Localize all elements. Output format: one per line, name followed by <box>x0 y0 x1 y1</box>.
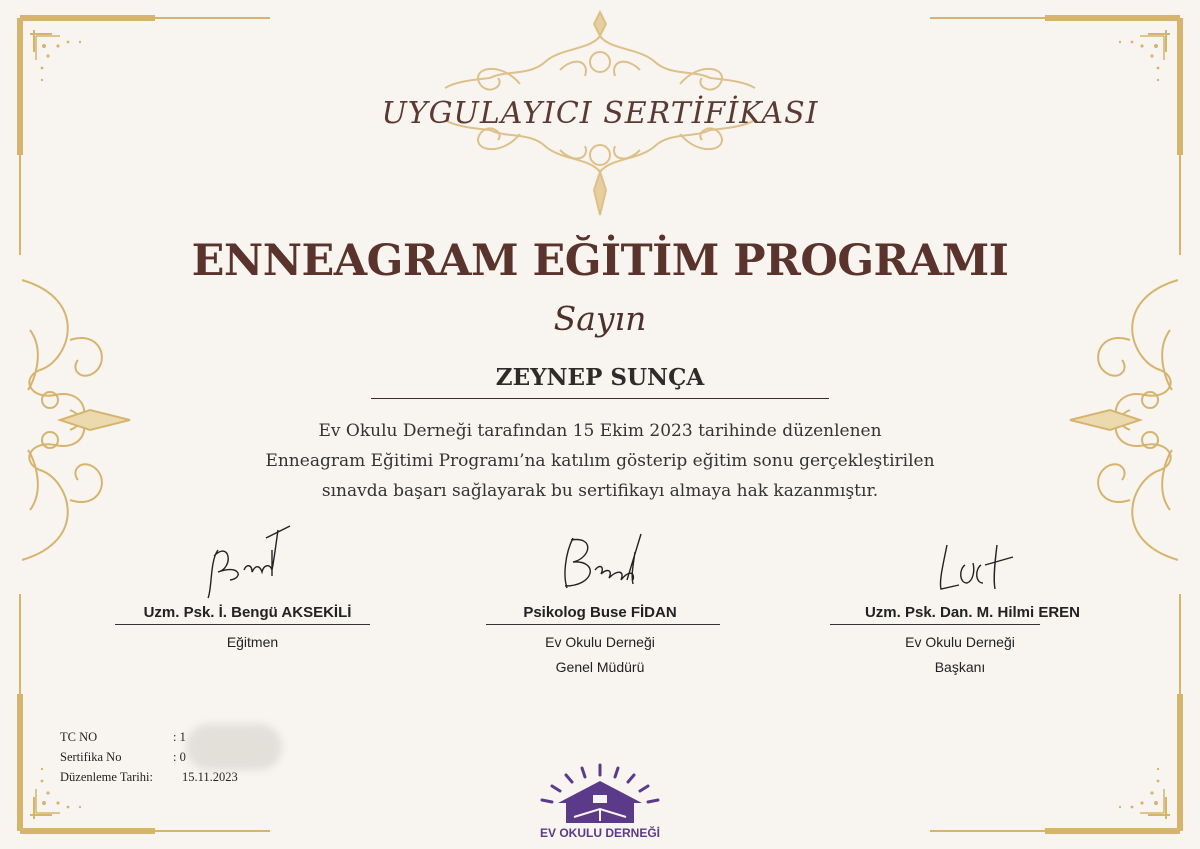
salutation: Sayın <box>553 299 647 338</box>
body-line: Ev Okulu Derneği tarafından 15 Ekim 2023 tarihinde düzenlenen <box>318 421 882 441</box>
signatory-1-name: Uzm. Psk. İ. Bengü AKSEKİLİ <box>143 604 352 621</box>
signatory-3-line <box>830 624 1040 625</box>
body-line: sınavda başarı sağlayarak bu sertifikayı almaya hak kazanmıştır. <box>321 481 879 501</box>
signatory-3-name: Uzm. Psk. Dan. M. Hilmi EREN <box>864 604 1081 621</box>
signature-1 <box>200 520 295 600</box>
ev-okulu-logo-icon <box>530 755 670 827</box>
body-line: Enneagram Eğitimi Programı’na katılım gösterip eğitim sonu gerçekleştirilen <box>265 451 935 471</box>
date-value: 15.11.2023 <box>182 770 238 784</box>
certificate-body <box>200 416 1000 506</box>
cert-no-label: Sertifika No <box>60 750 122 764</box>
signature-3 <box>925 535 1025 595</box>
signatory-2-role <box>475 630 725 680</box>
recipient-underline <box>371 398 829 399</box>
role-line: Ev Okulu Derneği <box>905 634 1015 650</box>
role-line: Ev Okulu Derneği <box>545 634 655 650</box>
signatory-1-role <box>110 630 395 655</box>
certificate-subtitle: UYGULAYICI SERTİFİKASI <box>381 96 819 131</box>
tc-value: : 1 <box>173 730 186 744</box>
certificate-title: ENNEAGRAM EĞİTİM PROGRAMI <box>191 236 1009 286</box>
signature-2 <box>555 530 660 595</box>
redaction-blur <box>186 724 282 770</box>
role-line: Eğitmen <box>226 634 279 650</box>
date-label: Düzenleme Tarihi: <box>60 770 153 784</box>
signatory-3-role <box>830 630 1090 680</box>
recipient-name: ZEYNEP SUNÇA <box>495 364 705 391</box>
role-line: Genel Müdürü <box>555 659 645 675</box>
signatory-2-name: Psikolog Buse FİDAN <box>523 604 677 621</box>
logo-text: EV OKULU DERNEĞİ <box>539 826 660 840</box>
cert-no-value: : 0 <box>173 750 186 764</box>
role-line: Başkanı <box>934 659 986 675</box>
signatory-1-line <box>115 624 370 625</box>
signatory-2-line <box>486 624 720 625</box>
tc-label: TC NO <box>60 730 98 744</box>
